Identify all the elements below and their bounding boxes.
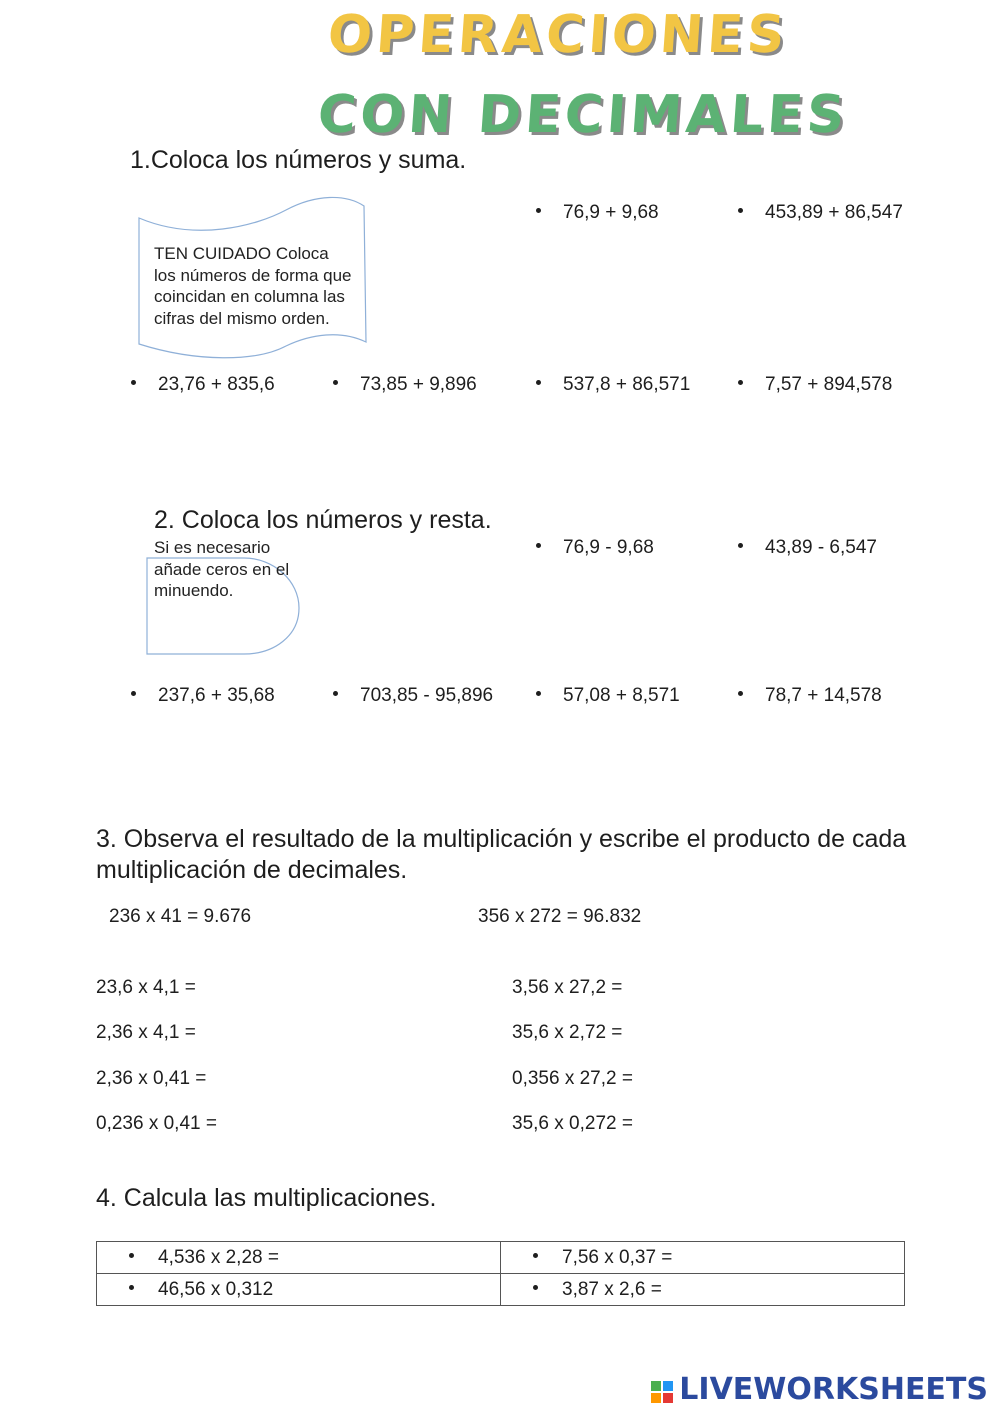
list-item: 76,9 + 9,68: [536, 202, 659, 224]
equation-right: 35,6 x 0,272 =: [512, 1113, 633, 1134]
given-product: 236 x 41 = 9.676: [109, 906, 252, 927]
title-line-1: OPERACIONES: [325, 5, 791, 65]
list-item: 7,57 + 894,578: [738, 374, 892, 396]
equation-left: 23,6 x 4,1 =: [96, 977, 196, 998]
equation-right: 35,6 x 2,72 =: [512, 1022, 623, 1043]
equation-left: 2,36 x 0,41 =: [96, 1068, 207, 1089]
liveworksheets-logo: LIVEWORKSHEETS: [651, 1372, 988, 1407]
section3-heading-line2: multiplicación de decimales.: [96, 856, 408, 884]
table-row: [97, 1274, 905, 1306]
given-product: 356 x 272 = 96.832: [478, 906, 642, 927]
logo-icon: [651, 1379, 675, 1403]
table-row: [97, 1242, 905, 1274]
section2-note: Si es necesario añade ceros en el minuendo.: [154, 538, 290, 600]
list-item: 57,08 + 8,571: [536, 685, 680, 707]
table-cell: 3,87 x 2,6 =: [501, 1274, 905, 1306]
list-item: 76,9 - 9,68: [536, 537, 654, 559]
section2-heading: 2. Coloca los números y resta.: [154, 506, 492, 534]
equation-left: 2,36 x 4,1 =: [96, 1022, 196, 1043]
table-cell: 46,56 x 0,312: [97, 1274, 501, 1306]
list-item: 78,7 + 14,578: [738, 685, 882, 707]
list-item: 237,6 + 35,68: [131, 685, 275, 707]
multiplication-table: [96, 1241, 905, 1306]
section1-heading: 1.Coloca los números y suma.: [130, 146, 467, 174]
equation-left: 0,236 x 0,41 =: [96, 1113, 217, 1134]
list-item: 73,85 + 9,896: [333, 374, 477, 396]
title-line-2: CON DECIMALES: [315, 85, 851, 145]
list-item: 23,76 + 835,6: [131, 374, 275, 396]
section1-note: TEN CUIDADO Coloca los números de forma que coincidan en columna las cifras del mismo orden.: [154, 244, 352, 328]
list-item: 537,8 + 86,571: [536, 374, 690, 396]
list-item: 43,89 - 6,547: [738, 537, 877, 559]
table-cell: 7,56 x 0,37 =: [501, 1242, 905, 1274]
equation-right: 3,56 x 27,2 =: [512, 977, 623, 998]
section3-heading-line1: 3. Observa el resultado de la multiplicación y escribe el producto de cada: [96, 825, 907, 853]
section4-heading: 4. Calcula las multiplicaciones.: [96, 1184, 437, 1212]
list-item: 703,85 - 95,896: [333, 685, 493, 707]
table-cell: 4,536 x 2,28 =: [97, 1242, 501, 1274]
equation-right: 0,356 x 27,2 =: [512, 1068, 633, 1089]
list-item: 453,89 + 86,547: [738, 202, 903, 224]
